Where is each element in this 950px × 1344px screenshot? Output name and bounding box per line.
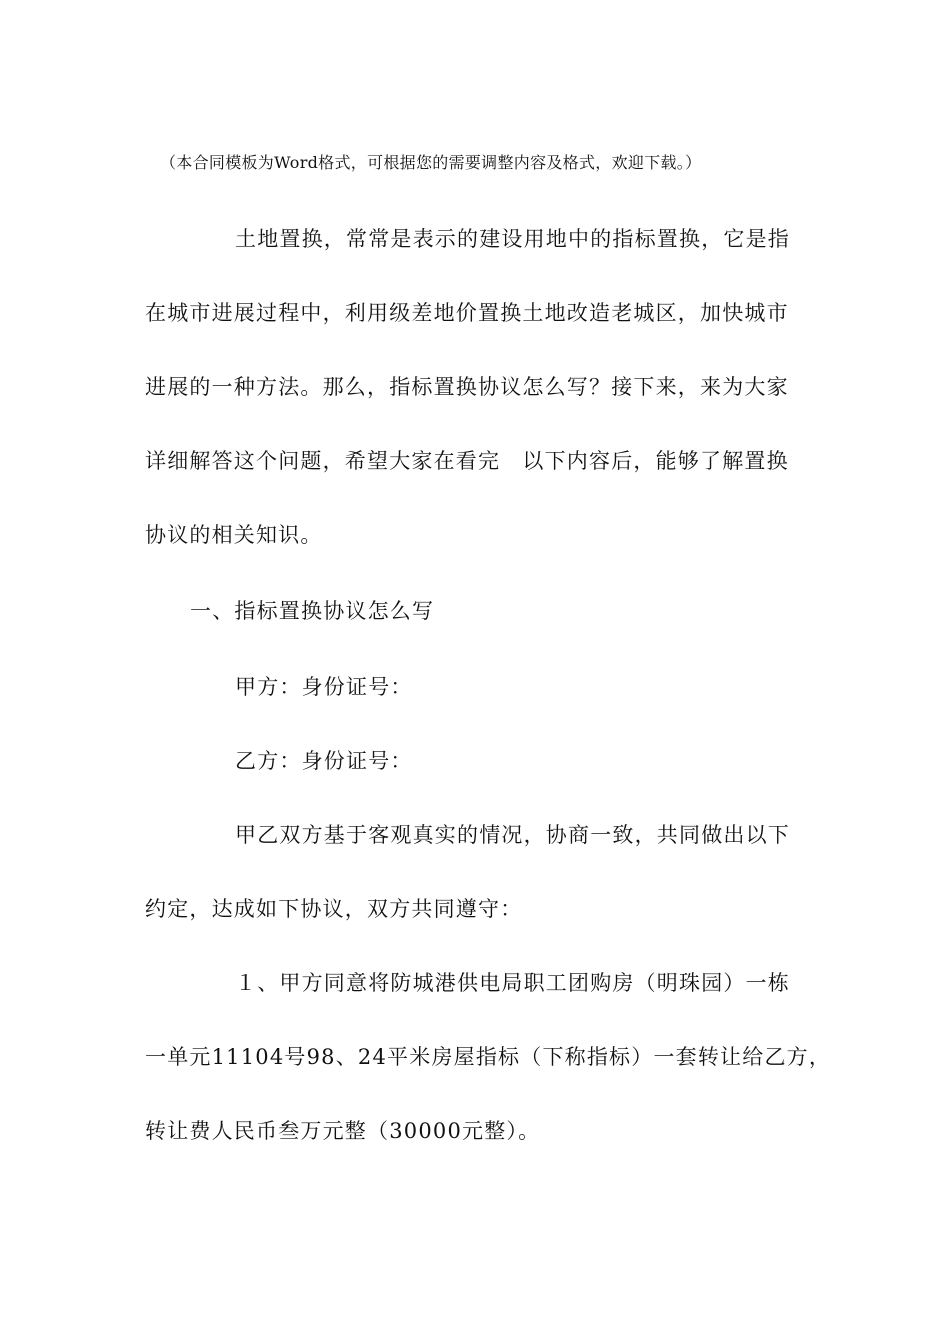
paragraph-line: 土地置换，常常是表示的建设用地中的指标置换，它是指: [235, 227, 790, 251]
paragraph-line: 甲乙双方基于客观真实的情况，协商一致，共同做出以下: [235, 823, 790, 847]
section-heading: 一、指标置换协议怎么写: [190, 599, 435, 623]
paragraph-line: 详细解答这个问题，希望大家在看完 以下内容后，能够了解置换: [145, 449, 789, 473]
paragraph-line: 在城市进展过程中，利用级差地价置换土地改造老城区，加快城市: [145, 301, 789, 325]
paragraph-line: 约定，达成如下协议，双方共同遵守：: [145, 897, 523, 921]
template-note: （本合同模板为Word格式，可根据您的需要调整内容及格式，欢迎下载。）: [160, 153, 702, 172]
clause-line: 转让费人民币叁万元整（30000元整）。: [145, 1119, 541, 1143]
party-b-line: 乙方：身份证号：: [235, 749, 413, 773]
clause-line: 一单元11104号98、24平米房屋指标（下称指标）一套转让给乙方，: [145, 1045, 832, 1069]
paragraph-line: 进展的一种方法。那么，指标置换协议怎么写？接下来，来为大家: [145, 375, 789, 399]
paragraph-line: 协议的相关知识。: [145, 523, 323, 547]
party-a-line: 甲方：身份证号：: [235, 675, 413, 699]
clause-line: １、甲方同意将防城港供电局职工团购房（明珠园）一栋: [235, 971, 790, 995]
